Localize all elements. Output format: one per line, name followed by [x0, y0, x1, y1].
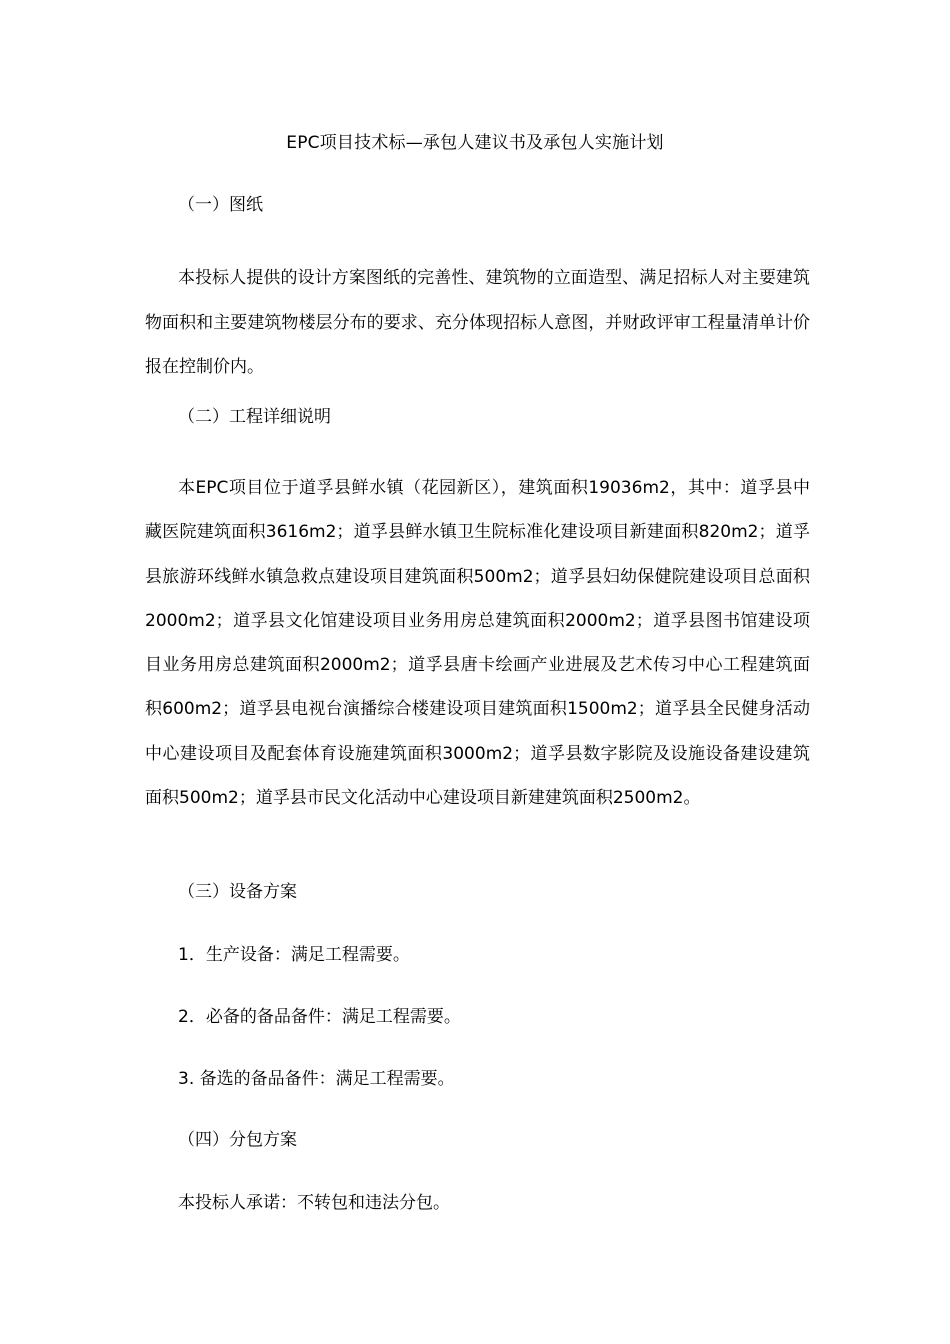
equipment-list-item: 1．生产设备：满足工程需要。: [178, 945, 410, 965]
section-heading-subcontracting: （四）分包方案: [178, 1130, 297, 1150]
equipment-list-item: 3. 备选的备品备件：满足工程需要。: [178, 1069, 455, 1089]
document-title: EPC项目技术标—承包人建议书及承包人实施计划: [286, 133, 664, 153]
section-paragraph-project-details: 本EPC项目位于道孚县鲜水镇（花园新区），建筑面积19036m2，其中：道孚县中藏医院建筑面积3616m2；道孚县鲜水镇卫生院标准化建设项目新建面积820m2；道孚县旅游环线鲜水镇急救点建设项目建筑面积500m2；道孚县妇幼保健院建设项目总面积2000m2；道孚县文化馆建设项目业务用房总建筑面积2000m2；道孚县图书馆建设项目业务用房总建筑面积2000m2；道孚县唐卡绘画产业进展及艺术传习中心工程建筑面积600m2；道孚县电视台演播综合楼建设项目建筑面积1500m2；道孚县全民健身活动中心建设项目及配套体育设施建筑面积3000m2；道孚县数字影院及设施设备建设建筑面积500m2；道孚县市民文化活动中心建设项目新建建筑面积2500m2。: [145, 478, 810, 809]
equipment-list-item: 2．必备的备品备件：满足工程需要。: [178, 1007, 461, 1027]
section-heading-project-details: （二）工程详细说明: [178, 407, 331, 427]
section-heading-drawings: （一）图纸: [178, 195, 263, 215]
section-heading-equipment: （三）设备方案: [178, 882, 297, 902]
section-paragraph-drawings: 本投标人提供的设计方案图纸的完善性、建筑物的立面造型、满足招标人对主要建筑物面积和主要建筑物楼层分布的要求、充分体现招标人意图，并财政评审工程量清单计价报在控制价内。: [145, 268, 810, 377]
section-paragraph-subcontracting: 本投标人承诺：不转包和违法分包。: [178, 1193, 450, 1213]
